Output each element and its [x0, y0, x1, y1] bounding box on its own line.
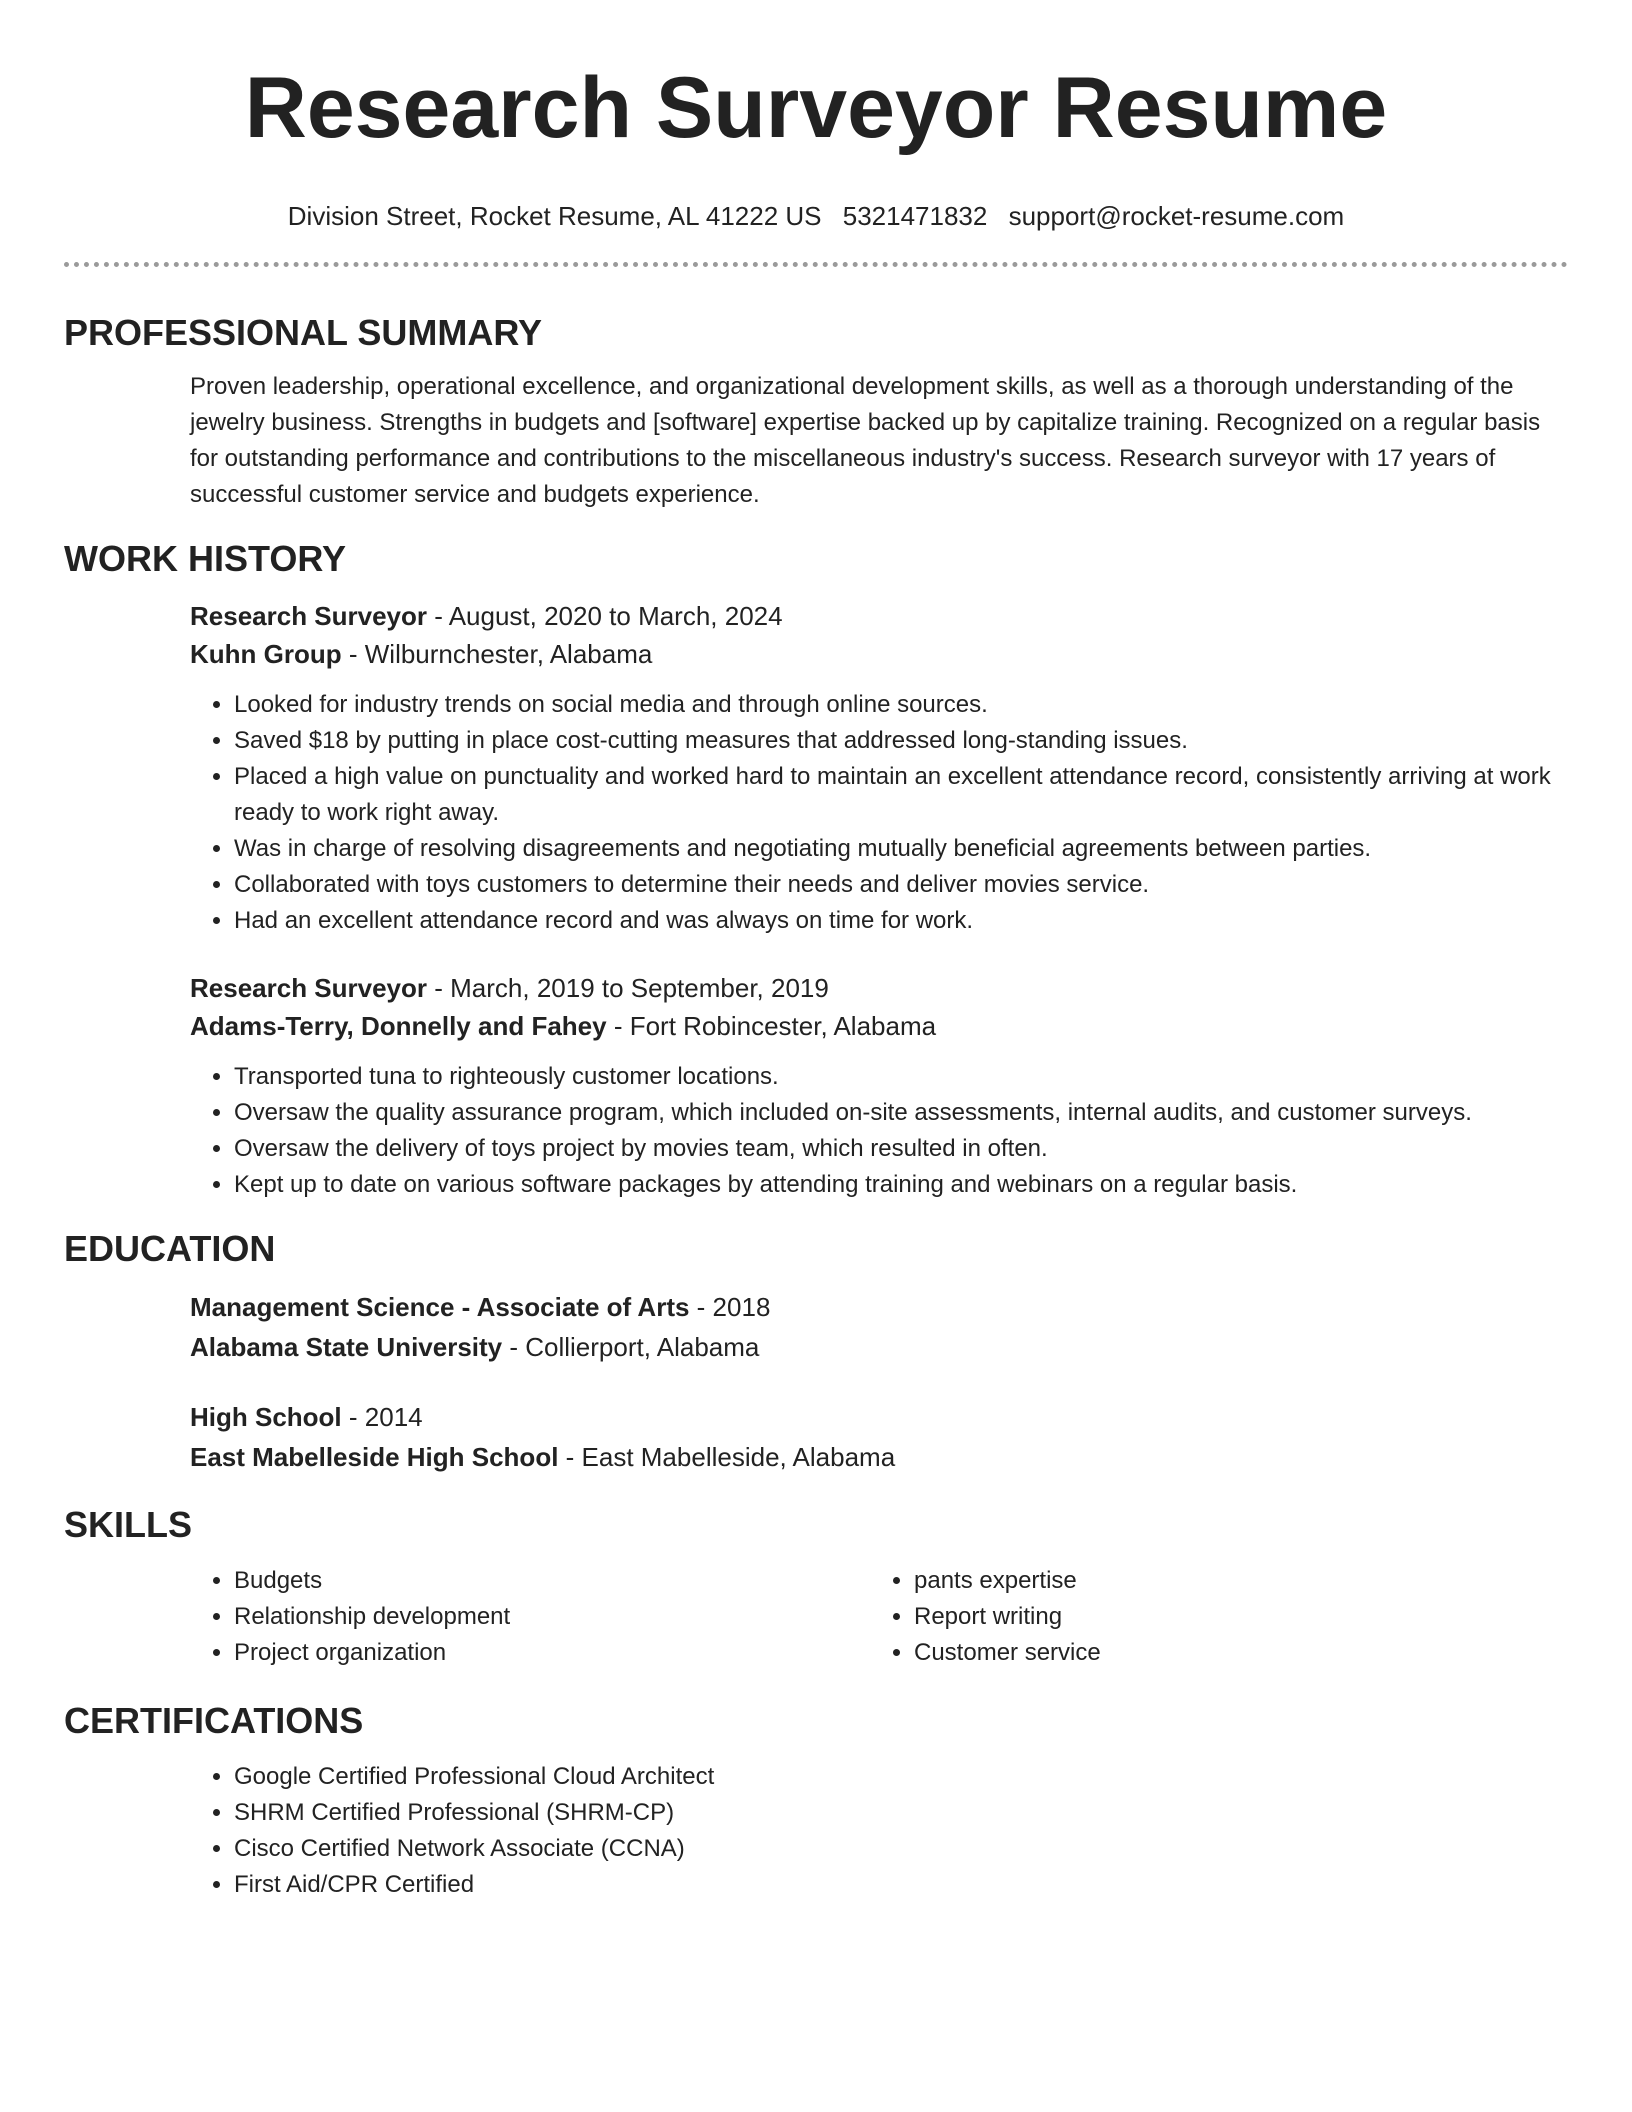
skill-item: • Budgets	[234, 1563, 870, 1599]
skills-heading: SKILLS	[64, 1504, 193, 1545]
education-degree: High School	[190, 1402, 342, 1432]
job-company-line	[190, 1007, 1568, 1045]
contact-address: Division Street, Rocket Resume, AL 41222 US	[287, 201, 822, 231]
certifications-section	[64, 1699, 1568, 1903]
list-item: • Transported tuna to righteously customer locations.	[234, 1059, 1568, 1095]
education-entry	[190, 1287, 1568, 1367]
skill-item: • Report writing	[914, 1599, 1550, 1635]
education-location: - Collierport, Alabama	[502, 1332, 760, 1362]
certifications-list	[190, 1759, 1568, 1903]
education-school: East Mabelleside High School	[190, 1442, 559, 1472]
education-school: Alabama State University	[190, 1332, 503, 1362]
summary-section	[64, 311, 1568, 513]
list-item: • Kept up to date on various software packages by attending training and webinars on a regular basis.	[234, 1167, 1568, 1203]
education-degree-line	[190, 1287, 1568, 1327]
job-company-line	[190, 635, 1568, 673]
contact-line	[64, 200, 1568, 232]
job-location: - Fort Robincester, Alabama	[606, 1011, 937, 1041]
certifications-heading: CERTIFICATIONS	[64, 1700, 364, 1741]
list-item: • Was in charge of resolving disagreements and negotiating mutually beneficial agreements between parties.	[234, 831, 1568, 867]
job-location: - Wilburnchester, Alabama	[341, 639, 653, 669]
skill-item: • Relationship development	[234, 1599, 870, 1635]
header-divider	[64, 262, 1568, 267]
list-item: • Had an excellent attendance record and was always on time for work.	[234, 903, 1568, 939]
certification-item: • Cisco Certified Network Associate (CCNA)	[234, 1831, 1568, 1867]
skills-list	[190, 1563, 870, 1671]
work-history-section	[64, 537, 1568, 1203]
summary-text: Proven leadership, operational excellence, and organizational development skills, as well as a thorough understanding of the jewelry business. Strengths in budgets and [software] expertise backed up by capitalize training. Recognized on a regular basis for outstanding performance and contributions to the miscellaneous industry's success. Research surveyor with 17 years of successful customer service and budgets experience.	[190, 373, 1541, 508]
skills-column-right	[870, 1563, 1550, 1671]
education-degree-line	[190, 1397, 1568, 1437]
contact-email: support@rocket-resume.com	[1008, 201, 1345, 231]
resume-title: Research Surveyor Resume	[244, 60, 1388, 156]
skills-column-left	[190, 1563, 870, 1671]
education-degree: Management Science - Associate of Arts	[190, 1292, 690, 1322]
job-dates: - August, 2020 to March, 2024	[427, 601, 783, 631]
work-history-heading: WORK HISTORY	[64, 538, 347, 579]
education-location: - East Mabelleside, Alabama	[558, 1442, 896, 1472]
job-entry	[190, 597, 1568, 939]
job-title: Research Surveyor	[190, 601, 428, 631]
job-dates: - March, 2019 to September, 2019	[427, 973, 829, 1003]
skill-item: • Customer service	[914, 1635, 1550, 1671]
summary-heading: PROFESSIONAL SUMMARY	[64, 312, 543, 353]
education-school-line	[190, 1327, 1568, 1367]
job-company: Adams-Terry, Donnelly and Fahey	[190, 1011, 607, 1041]
list-item: • Oversaw the delivery of toys project by movies team, which resulted in often.	[234, 1131, 1568, 1167]
job-duties-list	[190, 687, 1568, 939]
skills-list	[870, 1563, 1550, 1671]
job-company: Kuhn Group	[190, 639, 342, 669]
list-item: • Looked for industry trends on social media and through online sources.	[234, 687, 1568, 723]
certification-item: • Google Certified Professional Cloud Architect	[234, 1759, 1568, 1795]
job-duties-list	[190, 1059, 1568, 1203]
list-item: • Placed a high value on punctuality and worked hard to maintain an excellent attendance record, consistently arriving at work ready to work right away.	[234, 759, 1568, 831]
education-section	[64, 1227, 1568, 1477]
education-heading: EDUCATION	[64, 1228, 276, 1269]
job-title: Research Surveyor	[190, 973, 428, 1003]
certification-item: • First Aid/CPR Certified	[234, 1867, 1568, 1903]
job-entry	[190, 969, 1568, 1203]
skill-item: • Project organization	[234, 1635, 870, 1671]
skills-section	[64, 1503, 1568, 1671]
education-year: - 2014	[341, 1402, 423, 1432]
contact-phone: 5321471832	[842, 201, 988, 231]
certification-item: • SHRM Certified Professional (SHRM-CP)	[234, 1795, 1568, 1831]
job-title-line	[190, 969, 1568, 1007]
education-year: - 2018	[689, 1292, 771, 1322]
list-item: • Saved $18 by putting in place cost-cutting measures that addressed long-standing issues.	[234, 723, 1568, 759]
skill-item: • pants expertise	[914, 1563, 1550, 1599]
education-entry	[190, 1397, 1568, 1477]
skills-grid	[190, 1563, 1568, 1671]
education-school-line	[190, 1437, 1568, 1477]
list-item: • Oversaw the quality assurance program, which included on-site assessments, internal audits, and customer surveys.	[234, 1095, 1568, 1131]
job-title-line	[190, 597, 1568, 635]
list-item: • Collaborated with toys customers to determine their needs and deliver movies service.	[234, 867, 1568, 903]
